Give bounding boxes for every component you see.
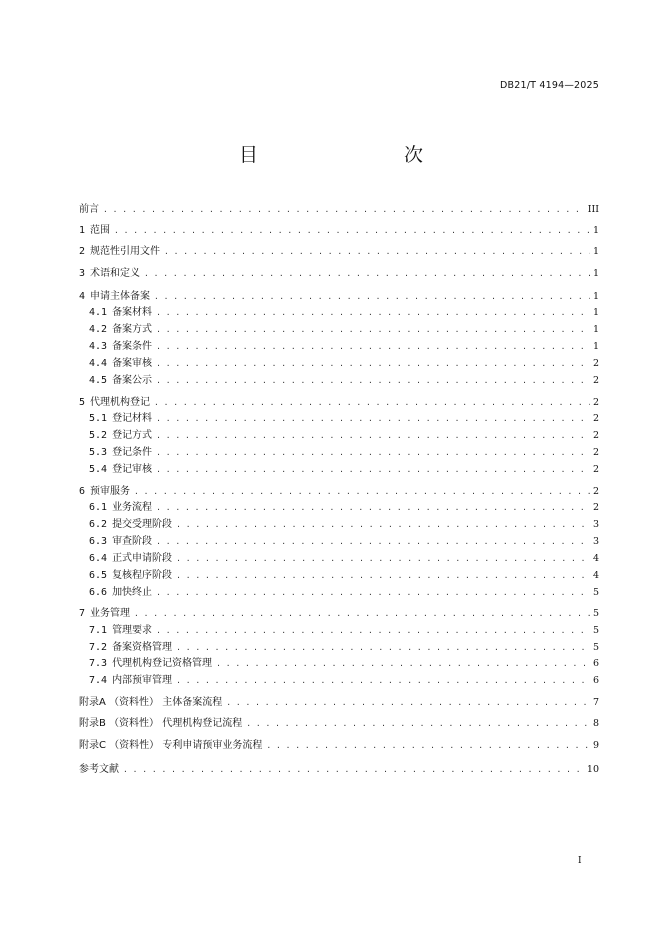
toc-entry[interactable] <box>89 501 599 515</box>
toc-entry[interactable] <box>89 340 599 354</box>
toc-entry-label: 登记方式 <box>112 430 153 441</box>
toc-entry-number: 3 <box>79 268 86 279</box>
toc-entry-page: 1 <box>592 307 599 318</box>
toc-entry-number: 5.4 <box>89 464 108 475</box>
toc-entry-number: 5.3 <box>89 447 108 458</box>
toc-entry[interactable] <box>89 412 599 426</box>
toc-entry[interactable] <box>89 374 599 388</box>
toc-entry-page: 1 <box>592 225 599 236</box>
toc-entry[interactable] <box>89 429 599 443</box>
toc-entry[interactable] <box>89 641 599 655</box>
toc-leader-dots <box>246 717 590 731</box>
toc-entry-page: 4 <box>592 553 599 564</box>
toc-entry-page: 1 <box>592 341 599 352</box>
toc-leader-dots <box>156 323 590 337</box>
toc-entry-label: 备案方式 <box>112 324 153 335</box>
toc-entry-label: 附录B （资料性） 代理机构登记流程 <box>79 718 243 729</box>
toc-entry-page: 2 <box>592 358 599 369</box>
toc-leader-dots <box>103 203 585 217</box>
toc-entry[interactable] <box>89 586 599 600</box>
toc-entry-number: 4.4 <box>89 358 108 369</box>
toc-entry[interactable] <box>79 739 599 753</box>
toc-entry-page: 2 <box>592 464 599 475</box>
toc-entry-label: 附录A （资料性） 主体备案流程 <box>79 697 223 708</box>
toc-entry-number: 5.1 <box>89 413 108 424</box>
toc-entry[interactable] <box>89 569 599 583</box>
toc-leader-dots <box>144 267 590 281</box>
toc-entry-page: 5 <box>592 642 599 653</box>
toc-entry-page: 1 <box>592 324 599 335</box>
toc-entry-label: 登记条件 <box>112 447 153 458</box>
toc-entry-label: 代理机构登记 <box>90 397 151 408</box>
toc-entry[interactable] <box>89 624 599 638</box>
toc-leader-dots <box>156 446 590 460</box>
toc-entry-page: 2 <box>592 486 599 497</box>
toc-entry-number: 5.2 <box>89 430 108 441</box>
toc-entry-number: 5 <box>79 397 86 408</box>
toc-entry-page: 1 <box>592 268 599 279</box>
toc-leader-dots <box>156 306 590 320</box>
toc-leader-dots <box>156 429 590 443</box>
toc-entry[interactable] <box>89 535 599 549</box>
toc-entry-label: 业务管理 <box>90 608 131 619</box>
toc-entry-page: 3 <box>592 536 599 547</box>
toc-leader-dots <box>226 696 590 710</box>
toc-entry-number: 7.3 <box>89 658 108 669</box>
toc-entry-page: 2 <box>592 447 599 458</box>
toc-leader-dots <box>156 586 590 600</box>
toc-leader-dots <box>266 739 590 753</box>
toc-entry-page: 7 <box>592 697 599 708</box>
toc-entry-label: 备案审核 <box>112 358 153 369</box>
toc-entry-page: III <box>587 204 599 215</box>
toc-entry-number: 6.6 <box>89 587 108 598</box>
toc-entry[interactable] <box>89 674 599 688</box>
toc-leader-dots <box>176 569 590 583</box>
toc-entry-label: 代理机构登记资格管理 <box>112 658 213 669</box>
toc-entry-label: 备案条件 <box>112 341 153 352</box>
toc-entry-label: 前言 <box>79 204 99 215</box>
toc-entry[interactable] <box>89 463 599 477</box>
toc-entry[interactable] <box>89 357 599 371</box>
toc-entry-page: 6 <box>592 675 599 686</box>
toc-leader-dots <box>176 518 590 532</box>
toc-entry-page: 5 <box>592 608 599 619</box>
toc-leader-dots <box>114 224 590 238</box>
toc-entry-label: 登记审核 <box>112 464 153 475</box>
toc-leader-dots <box>134 485 590 499</box>
toc-entry[interactable] <box>79 607 599 621</box>
toc-entry[interactable] <box>79 203 599 217</box>
toc-leader-dots <box>216 657 590 671</box>
toc-leader-dots <box>164 245 590 259</box>
toc-leader-dots <box>176 674 590 688</box>
toc-entry-number: 7.1 <box>89 625 108 636</box>
toc-entry-number: 6.1 <box>89 502 108 513</box>
toc-entry-number: 2 <box>79 246 86 257</box>
toc-entry[interactable] <box>79 224 599 238</box>
toc-entry[interactable] <box>79 485 599 499</box>
toc-entry[interactable] <box>89 306 599 320</box>
toc-entry[interactable] <box>89 446 599 460</box>
toc-entry-label: 申请主体备案 <box>90 291 151 302</box>
toc-entry-label: 业务流程 <box>112 502 153 513</box>
toc-entry-page: 2 <box>592 430 599 441</box>
toc-entry-number: 4.2 <box>89 324 108 335</box>
toc-entry-number: 4.5 <box>89 375 108 386</box>
toc-entry-label: 加快终止 <box>112 587 153 598</box>
toc-entry-page: 1 <box>592 246 599 257</box>
toc-entry-page: 2 <box>592 413 599 424</box>
toc-entry[interactable] <box>79 245 599 259</box>
toc-entry-label: 正式申请阶段 <box>112 553 173 564</box>
toc-entry-label: 审查阶段 <box>112 536 153 547</box>
toc-entry-label: 规范性引用文件 <box>90 246 161 257</box>
toc-entry-number: 6.4 <box>89 553 108 564</box>
toc-entry-page: 2 <box>592 375 599 386</box>
toc-entry-label: 范围 <box>90 225 111 236</box>
toc-entry[interactable] <box>79 396 599 410</box>
toc-entry-page: 1 <box>592 291 599 302</box>
toc-entry-page: 2 <box>592 397 599 408</box>
toc-entry-number: 7 <box>79 608 86 619</box>
toc-leader-dots <box>156 624 590 638</box>
toc-entry-number: 6.3 <box>89 536 108 547</box>
toc-entry-number: 7.4 <box>89 675 108 686</box>
toc-entry[interactable] <box>89 518 599 532</box>
toc-entry-label: 参考文献 <box>79 764 119 775</box>
toc-leader-dots <box>156 535 590 549</box>
toc-entry[interactable] <box>79 290 599 304</box>
toc-leader-dots <box>176 552 590 566</box>
toc-entry-number: 6.2 <box>89 519 108 530</box>
toc-entry-page: 3 <box>592 519 599 530</box>
toc-entry-page: 6 <box>592 658 599 669</box>
page-number: I <box>578 856 582 866</box>
toc-entry-page: 5 <box>592 625 599 636</box>
toc-entry-page: 4 <box>592 570 599 581</box>
toc-entry-page: 8 <box>592 718 599 729</box>
toc-entry-label: 术语和定义 <box>90 268 141 279</box>
toc-entry[interactable] <box>89 323 599 337</box>
toc-entry-page: 9 <box>592 740 599 751</box>
toc-entry-number: 6.5 <box>89 570 108 581</box>
toc-entry-number: 4.3 <box>89 341 108 352</box>
toc-entry-number: 4 <box>79 291 86 302</box>
toc-entry-label: 管理要求 <box>112 625 153 636</box>
toc-leader-dots <box>134 607 590 621</box>
toc-leader-dots <box>154 290 590 304</box>
toc-entry-page: 5 <box>592 587 599 598</box>
toc-entry[interactable] <box>89 552 599 566</box>
toc-entry[interactable] <box>79 717 599 731</box>
toc-entry-label: 内部预审管理 <box>112 675 173 686</box>
toc-leader-dots <box>156 340 590 354</box>
toc-leader-dots <box>176 641 590 655</box>
toc-entry-label: 备案资格管理 <box>112 642 173 653</box>
toc-entry[interactable] <box>79 763 599 777</box>
toc-leader-dots <box>156 463 590 477</box>
toc-entry-label: 备案公示 <box>112 375 153 386</box>
toc-entry-page: 10 <box>586 764 599 775</box>
toc-leader-dots <box>154 396 590 410</box>
toc-entry-number: 7.2 <box>89 642 108 653</box>
toc-entry-number: 1 <box>79 225 86 236</box>
toc-leader-dots <box>156 501 590 515</box>
toc-entry-label: 备案材料 <box>112 307 153 318</box>
toc-entry[interactable] <box>79 267 599 281</box>
toc-leader-dots <box>156 357 590 371</box>
toc-entry-label: 复核程序阶段 <box>112 570 173 581</box>
document-code: DB21/T 4194—2025 <box>500 80 599 91</box>
toc-leader-dots <box>156 374 590 388</box>
toc-entry-label: 登记材料 <box>112 413 153 424</box>
toc-entry-label: 附录C （资料性） 专利申请预审业务流程 <box>79 740 263 751</box>
page-title: 目 次 <box>238 144 459 166</box>
toc-entry-page: 2 <box>592 502 599 513</box>
toc-entry-label: 提交受理阶段 <box>112 519 173 530</box>
toc-entry-number: 4.1 <box>89 307 108 318</box>
toc-entry[interactable] <box>79 696 599 710</box>
toc-entry-number: 6 <box>79 486 86 497</box>
toc-leader-dots <box>123 763 584 777</box>
toc-entry-label: 预审服务 <box>90 486 131 497</box>
toc-entry[interactable] <box>89 657 599 671</box>
toc-leader-dots <box>156 412 590 426</box>
